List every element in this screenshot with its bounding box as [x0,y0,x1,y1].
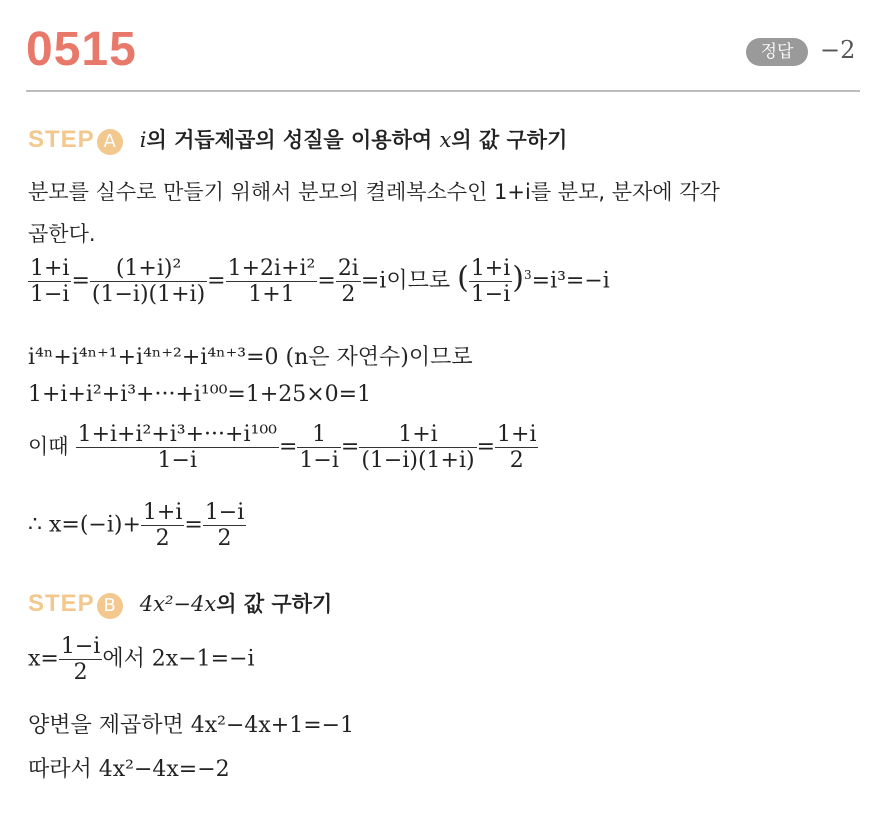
problem-number: 0515 [26,23,137,76]
equation-tail: 에서 2x−1=−i [102,646,255,672]
frac-bottom: 2 [217,526,232,551]
answer-value: −2 [820,36,856,64]
equation-rationalize: $\frac{1+i}{1-i}$ = $\frac{\text{(1+i)²}}{(1-i)(1+i)}$ = $\frac{\text{1+2i+i²}}{1+1}$ = $\frac{2i}{2}$ =i이므로 ( $\frac{1+i}{1-i}$ )$^3$=i³=−i [30,256,610,307]
equation-x-value: ∴ x=(−i)+ $\frac{1+i}{2}$ = $\frac{1-i}{2}$ [28,500,245,551]
equation-mid-text: =i이므로 [360,268,451,294]
answer-badge: 정답 [746,38,808,66]
step-a-title-text2: 의 값 구하기 [451,128,568,152]
frac-top: 1 [297,422,340,448]
step-b-equation-3: 따라서 4x²−4x=−2 [28,757,230,782]
frac-top: 1+i [497,422,537,447]
frac-bottom: 1−i [30,282,70,307]
frac-top: 1−i [60,634,101,659]
equation-prefix: x= [28,646,59,672]
equation-sum: 1+i+i²+i³+···+i¹⁰⁰=1+25×0=1 [28,382,372,407]
step-a-title-var2: x [439,128,452,152]
frac-bottom: 2 [155,526,170,551]
equation-power-cycle: i⁴ⁿ+i⁴ⁿ⁺¹+i⁴ⁿ⁺²+i⁴ⁿ⁺³=0 (n은 자연수)이므로 [28,345,473,370]
step-b-equation-1 [28,634,255,685]
frac-top: 1−i [204,500,245,525]
step-b-badge: B [97,593,123,619]
frac-top: 1+i [359,422,476,448]
step-a-heading [28,124,567,155]
step-a-label: STEP [28,126,95,153]
step-b-title-text: 의 값 구하기 [216,592,333,616]
frac-bottom: 2 [341,282,356,307]
step-a-title-var: i [139,128,147,152]
frac-bottom: 1−i [299,448,339,473]
frac-top: (1+i)² [90,256,207,282]
equation-tail: =i³=−i [531,268,610,294]
equation-simplify: 이때 $\frac{\text{1+i+i²+i³+···+i¹⁰⁰}}{1-i}$ = $\frac{1}{1-i}$ = $\frac{1+i}{(1-i)(1+i)}$ = $\frac{1+i}{2}$ [28,422,537,473]
step-a-paragraph-line2: 곱한다. [28,222,96,246]
frac-bottom: 1+1 [248,282,295,307]
equation-prefix: 이때 [28,434,69,459]
step-b-title-math: 4x²−4x [139,592,217,616]
step-b-label: STEP [28,590,95,617]
header-divider [26,90,860,92]
step-a-title-text: 의 거듭제곱의 성질을 이용하여 [146,128,440,152]
step-b-equation-2: 양변을 제곱하면 4x²−4x+1=−1 [28,713,355,738]
frac-bottom: (1−i)(1+i) [361,448,475,473]
frac-bottom: 2 [73,660,88,685]
frac-top: 1+i [30,256,70,281]
frac-bottom: 1−i [157,448,197,473]
equation-prefix: ∴ x=(−i)+ [28,512,141,538]
step-a-badge: A [97,129,123,155]
frac-top: 1+i [470,256,511,281]
frac-bottom: (1−i)(1+i) [91,282,206,307]
step-b-heading [28,588,332,619]
frac-bottom: 1−i [470,282,511,307]
step-a-paragraph-line1: 분모를 실수로 만들기 위해서 분모의 켤레복소수인 1+i를 분모, 분자에 각각 [28,180,720,204]
frac-top: 2i [337,256,359,281]
frac-bottom: 2 [509,448,524,473]
frac-top: 1+i+i²+i³+···+i¹⁰⁰ [77,422,277,447]
frac-top: 1+2i+i² [227,256,316,281]
frac-top: 1+i [142,500,183,525]
